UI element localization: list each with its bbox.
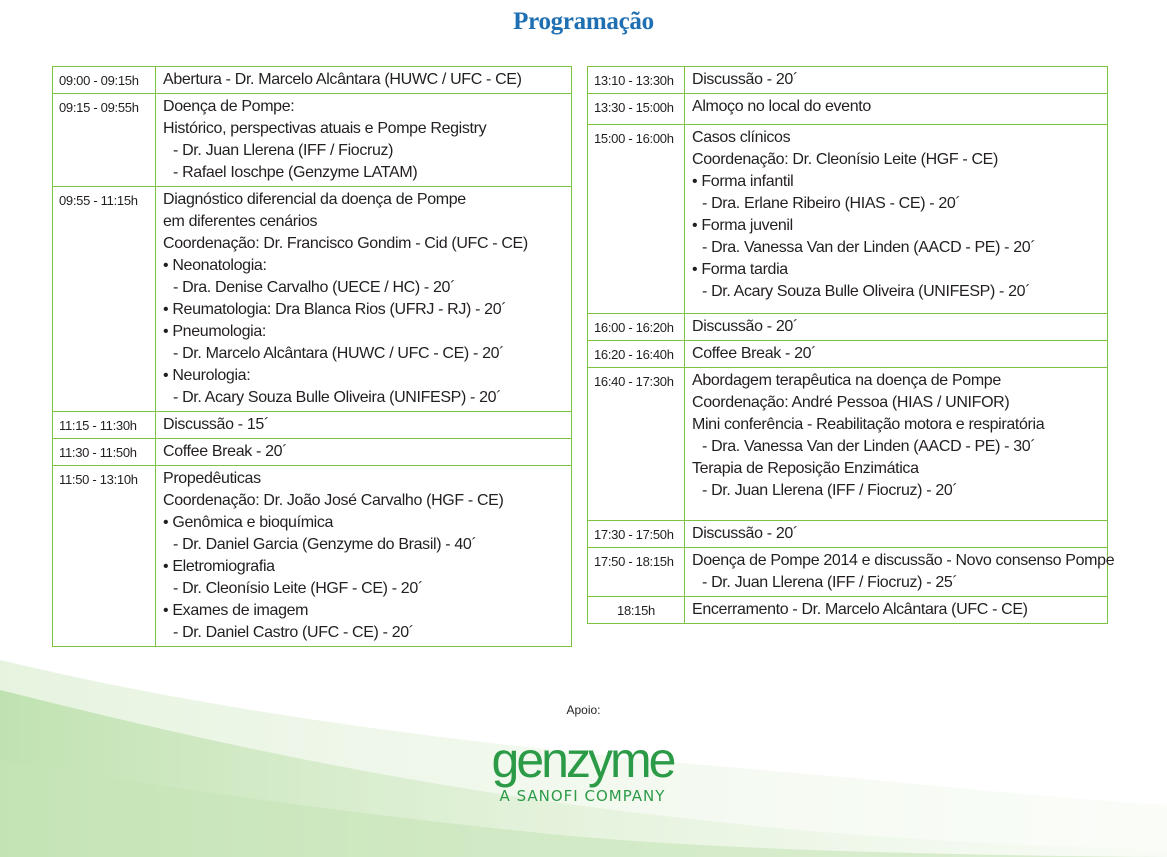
session-description <box>685 548 1115 597</box>
session-line: • Neurologia: <box>163 367 251 384</box>
session-line: Abordagem terapêutica na doença de Pompe <box>692 372 1001 389</box>
session-line: • Exames de imagem <box>163 602 309 619</box>
schedule-table-right <box>587 66 1115 624</box>
session-line: • Forma juvenil <box>692 217 793 234</box>
session-description <box>685 341 1108 368</box>
session-line: - Dr. Cleonísio Leite (HGF - CE) - 20´ <box>173 580 423 597</box>
schedule-row <box>588 597 1108 624</box>
session-description <box>685 94 1108 125</box>
support-label: Apoio: <box>566 703 601 717</box>
time-slot: 17:30 - 17:50h <box>588 521 685 548</box>
schedule-row <box>53 94 572 187</box>
sponsor-logo <box>490 732 675 805</box>
session-line: • Reumatologia: Dra Blanca Rios (UFRJ - RJ) - 20´ <box>163 301 507 318</box>
schedule-row <box>588 67 1108 94</box>
time-slot: 18:15h <box>588 597 685 624</box>
session-line: • Forma infantil <box>692 173 794 190</box>
session-line: - Dra. Denise Carvalho (UECE / HC) - 20´ <box>173 279 456 296</box>
schedule-row <box>53 187 572 412</box>
page-title: Programação <box>513 8 654 35</box>
schedule-row <box>588 314 1108 341</box>
session-line: - Dr. Marcelo Alcântara (HUWC / UFC - CE) - 20´ <box>173 345 505 362</box>
session-line: - Dr. Juan Llerena (IFF / Fiocruz) - 20´ <box>702 482 958 499</box>
schedule-table-left <box>52 66 572 647</box>
session-line: • Eletromiografia <box>163 558 275 575</box>
session-line: - Dr. Juan Llerena (IFF / Fiocruz) - 25´ <box>702 574 958 591</box>
session-line: Mini conferência - Reabilitação motora e respiratória <box>692 416 1045 433</box>
session-line: Propedêuticas <box>163 470 261 487</box>
session-line: Discussão - 20´ <box>692 318 798 335</box>
session-line: - Dra. Vanessa Van der Linden (AACD - PE) - 20´ <box>702 239 1036 256</box>
session-description <box>685 521 1108 548</box>
session-description <box>156 466 572 647</box>
schedule-row <box>53 67 572 94</box>
session-line: Coffee Break - 20´ <box>692 345 817 362</box>
schedule-row <box>588 368 1108 521</box>
session-line: - Dra. Erlane Ribeiro (HIAS - CE) - 20´ <box>702 195 961 212</box>
session-description <box>156 439 572 466</box>
schedule-row <box>588 521 1108 548</box>
session-line: Coordenação: André Pessoa (HIAS / UNIFOR) <box>692 394 1010 411</box>
time-slot: 09:55 - 11:15h <box>53 187 156 412</box>
session-line: Discussão - 20´ <box>692 525 798 542</box>
schedule-row <box>588 548 1108 597</box>
session-description <box>685 67 1108 94</box>
time-slot: 11:30 - 11:50h <box>53 439 156 466</box>
session-line: Doença de Pompe 2014 e discussão - Novo consenso Pompe <box>692 552 1115 569</box>
session-line: Terapia de Reposição Enzimática <box>692 460 919 477</box>
session-line: - Dr. Daniel Garcia (Genzyme do Brasil) - 40´ <box>173 536 477 553</box>
schedule-row <box>53 412 572 439</box>
session-line: • Neonatologia: <box>163 257 267 274</box>
session-line: Casos clínicos <box>692 129 791 146</box>
schedule-row <box>53 439 572 466</box>
session-line: Coordenação: Dr. Francisco Gondim - Cid (UFC - CE) <box>163 235 528 252</box>
session-line: - Dr. Daniel Castro (UFC - CE) - 20´ <box>173 624 414 641</box>
session-description <box>156 67 572 94</box>
sponsor-tagline: A SANOFI COMPANY <box>499 787 666 805</box>
time-slot: 13:30 - 15:00h <box>588 94 685 125</box>
session-description <box>685 314 1108 341</box>
time-slot: 09:15 - 09:55h <box>53 94 156 187</box>
schedule-row <box>588 341 1108 368</box>
time-slot: 15:00 - 16:00h <box>588 125 685 314</box>
session-line: Discussão - 15´ <box>163 416 269 433</box>
session-line: Diagnóstico diferencial da doença de Pompe <box>163 191 466 208</box>
session-line: Doença de Pompe: <box>163 98 295 115</box>
session-line: Histórico, perspectivas atuais e Pompe Registry <box>163 120 487 137</box>
session-line: • Genômica e bioquímica <box>163 514 334 531</box>
session-line: Coffee Break - 20´ <box>163 443 288 460</box>
session-line: em diferentes cenários <box>163 213 318 230</box>
session-description <box>156 94 572 187</box>
time-slot: 13:10 - 13:30h <box>588 67 685 94</box>
session-line: - Dr. Acary Souza Bulle Oliveira (UNIFESP) - 20´ <box>702 283 1031 300</box>
session-line: - Rafael Ioschpe (Genzyme LATAM) <box>173 164 418 181</box>
session-line: Coordenação: Dr. Cleonísio Leite (HGF - CE) <box>692 151 998 168</box>
session-line: - Dr. Acary Souza Bulle Oliveira (UNIFESP) - 20´ <box>173 389 502 406</box>
time-slot: 09:00 - 09:15h <box>53 67 156 94</box>
session-description <box>685 368 1108 521</box>
session-line: - Dra. Vanessa Van der Linden (AACD - PE) - 30´ <box>702 438 1036 455</box>
session-line: • Forma tardia <box>692 261 788 278</box>
session-line: - Dr. Juan Llerena (IFF / Fiocruz) <box>173 142 394 159</box>
session-line: Coordenação: Dr. João José Carvalho (HGF - CE) <box>163 492 504 509</box>
session-line: Abertura - Dr. Marcelo Alcântara (HUWC / UFC - CE) <box>163 71 522 88</box>
schedule-row <box>588 125 1108 314</box>
time-slot: 11:15 - 11:30h <box>53 412 156 439</box>
session-description <box>685 597 1108 624</box>
session-line: • Pneumologia: <box>163 323 266 340</box>
session-description <box>685 125 1108 314</box>
sponsor-name: genzyme <box>491 732 674 788</box>
time-slot: 16:40 - 17:30h <box>588 368 685 521</box>
session-line: Discussão - 20´ <box>692 71 798 88</box>
session-description <box>156 412 572 439</box>
schedule-row <box>53 466 572 647</box>
time-slot: 11:50 - 13:10h <box>53 466 156 647</box>
schedule-row <box>588 94 1108 125</box>
session-line: Encerramento - Dr. Marcelo Alcântara (UFC - CE) <box>692 601 1028 618</box>
time-slot: 16:00 - 16:20h <box>588 314 685 341</box>
session-description <box>156 187 572 412</box>
time-slot: 17:50 - 18:15h <box>588 548 685 597</box>
session-line: Almoço no local do evento <box>692 98 871 115</box>
time-slot: 16:20 - 16:40h <box>588 341 685 368</box>
